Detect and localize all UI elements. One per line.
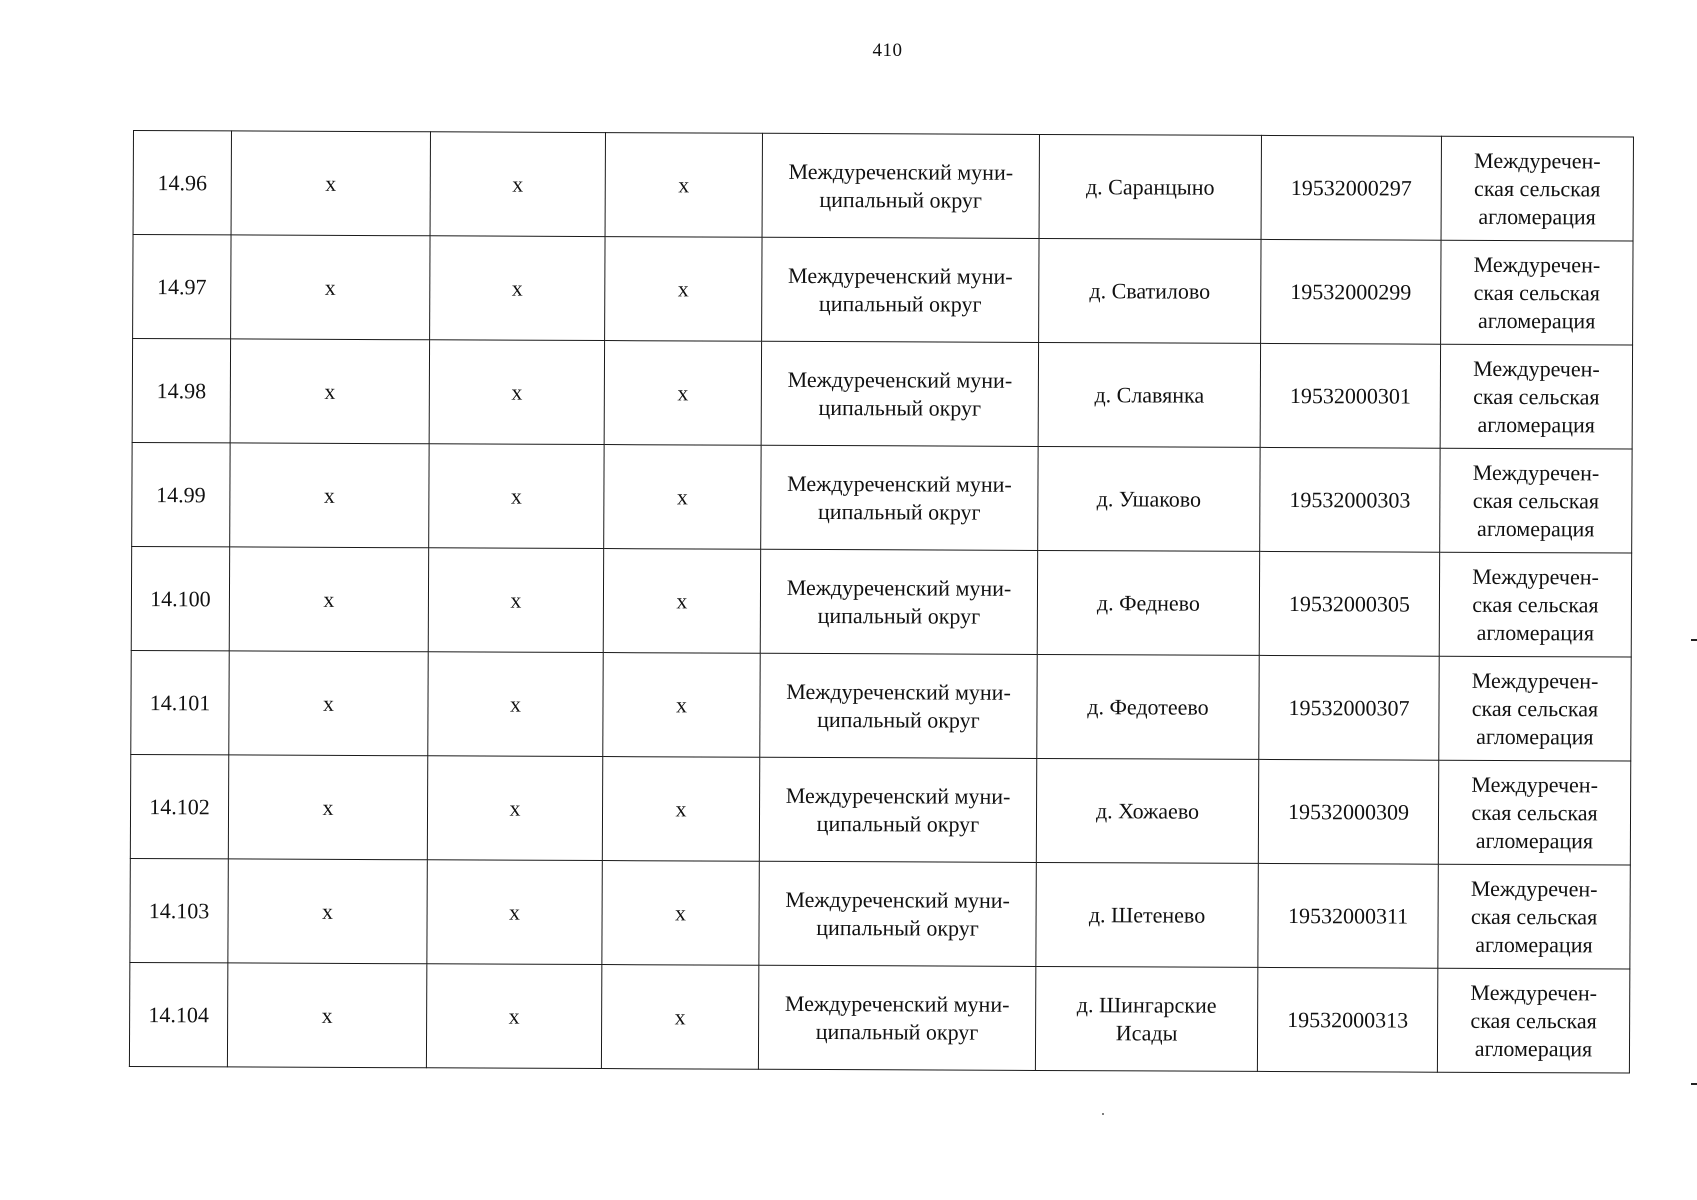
x-mark-cell: x — [231, 235, 430, 340]
x-mark-cell: x — [428, 652, 603, 757]
settlement-cell: д. Ушаково — [1038, 446, 1260, 551]
municipal-district-cell-line: Междуреченский муни- — [786, 678, 1011, 705]
oktmo-code-cell: 19532000313 — [1257, 967, 1437, 1072]
table-row — [131, 650, 1631, 761]
agglomeration-cell-line: агломерация — [1478, 203, 1596, 229]
municipal-district-cell-line: Междуреченский муни- — [788, 158, 1014, 185]
x-mark-cell: x — [430, 236, 605, 341]
agglomeration-cell — [1441, 240, 1633, 345]
oktmo-code-cell: 19532000303 — [1260, 447, 1440, 552]
settlement-cell — [1035, 966, 1257, 1071]
x-mark-cell: x — [429, 340, 604, 445]
municipal-district-cell — [761, 341, 1038, 446]
oktmo-code-cell: 19532000311 — [1258, 863, 1438, 968]
x-mark-cell: x — [230, 443, 429, 548]
x-mark-cell: x — [604, 341, 761, 446]
x-mark-cell: x — [231, 131, 430, 236]
table-row — [129, 962, 1629, 1073]
municipal-district-cell — [760, 549, 1037, 654]
agglomeration-cell — [1440, 344, 1632, 449]
municipal-district-cell — [762, 237, 1039, 342]
x-mark-cell: x — [229, 547, 428, 652]
agglomeration-cell-line: агломерация — [1476, 619, 1595, 645]
table-row — [133, 131, 1633, 242]
agglomeration-cell-line: агломерация — [1475, 931, 1593, 957]
oktmo-code-cell: 19532000301 — [1260, 343, 1440, 448]
settlement-cell: д. Саранцыно — [1039, 134, 1261, 239]
x-mark-cell: x — [426, 964, 601, 1069]
agglomeration-cell-line: ская сельская — [1474, 175, 1601, 201]
agglomeration-cell-line: агломерация — [1474, 1035, 1593, 1061]
agglomeration-cell-line: Междуречен- — [1470, 875, 1598, 901]
oktmo-code-cell: 19532000309 — [1258, 759, 1438, 864]
row-number-cell: 14.103 — [130, 858, 228, 962]
x-mark-cell: x — [430, 132, 605, 237]
agglomeration-cell-line: Междуречен- — [1473, 355, 1600, 381]
x-mark-cell: x — [229, 651, 428, 756]
municipal-district-cell-line: Междуреченский муни- — [787, 470, 1012, 497]
municipal-district-cell-line: ципальный округ — [818, 394, 982, 421]
table-row — [133, 235, 1633, 346]
x-mark-cell: x — [601, 965, 758, 1070]
agglomeration-cell-line: агломерация — [1477, 515, 1595, 541]
municipal-district-cell — [761, 445, 1038, 550]
agglomeration-cell-line: ская сельская — [1470, 903, 1598, 929]
registry-table-body — [129, 131, 1633, 1074]
settlement-cell: д. Хожаево — [1036, 758, 1258, 863]
agglomeration-cell — [1437, 968, 1629, 1073]
x-mark-cell: x — [227, 963, 426, 1068]
agglomeration-cell-line: Междуречен- — [1474, 147, 1601, 173]
municipal-district-cell-line: ципальный округ — [818, 498, 981, 525]
registry-table — [129, 130, 1634, 1074]
registry-table-container — [129, 130, 1633, 1074]
settlement-cell-line: Исады — [1115, 1019, 1178, 1046]
agglomeration-cell-line: агломерация — [1476, 723, 1594, 749]
agglomeration-cell — [1440, 448, 1632, 553]
x-mark-cell: x — [230, 339, 429, 444]
agglomeration-cell-line: ская сельская — [1471, 695, 1599, 721]
table-row — [130, 754, 1630, 865]
row-number-cell: 14.96 — [133, 131, 231, 235]
settlement-cell: д. Сватилово — [1039, 238, 1261, 343]
agglomeration-cell-line: Междуречен- — [1472, 563, 1599, 589]
settlement-cell: д. Феднево — [1037, 550, 1259, 655]
municipal-district-cell-line: Междуреченский муни- — [786, 574, 1012, 601]
settlement-cell: д. Славянка — [1038, 342, 1260, 447]
agglomeration-cell-line: ская сельская — [1473, 279, 1601, 305]
agglomeration-cell — [1439, 656, 1631, 761]
settlement-cell: д. Федотеево — [1037, 654, 1259, 759]
agglomeration-cell-line: ская сельская — [1472, 487, 1600, 513]
x-mark-cell: x — [428, 548, 603, 653]
municipal-district-cell-line: Междуреченский муни- — [788, 262, 1013, 289]
x-mark-cell: x — [427, 756, 602, 861]
agglomeration-cell — [1438, 760, 1630, 865]
agglomeration-cell-line: агломерация — [1477, 307, 1596, 333]
row-number-cell: 14.97 — [133, 235, 231, 339]
agglomeration-cell-line: Междуречен- — [1471, 771, 1598, 797]
oktmo-code-cell: 19532000307 — [1259, 655, 1439, 760]
x-mark-cell: x — [602, 757, 759, 862]
x-mark-cell: x — [228, 755, 427, 860]
edge-mark — [1691, 639, 1697, 641]
municipal-district-cell-line: ципальный округ — [815, 1018, 979, 1045]
municipal-district-cell-line: Междуреченский муни- — [784, 990, 1010, 1017]
table-row — [131, 546, 1631, 657]
municipal-district-cell-line: ципальный округ — [819, 186, 983, 213]
municipal-district-cell — [762, 133, 1039, 238]
agglomeration-cell — [1441, 136, 1633, 241]
oktmo-code-cell: 19532000305 — [1259, 551, 1439, 656]
scan-speck — [1102, 1113, 1104, 1115]
municipal-district-cell-line: Междуреченский муни- — [785, 782, 1011, 809]
row-number-cell: 14.104 — [129, 962, 227, 1066]
table-row — [132, 442, 1632, 553]
agglomeration-cell-line: Междуречен- — [1473, 251, 1601, 277]
table-row — [132, 339, 1632, 450]
agglomeration-cell-line: Междуречен- — [1470, 979, 1598, 1005]
row-number-cell: 14.98 — [132, 339, 230, 443]
agglomeration-cell-line: ская сельская — [1472, 591, 1599, 617]
row-number-cell: 14.99 — [132, 442, 230, 546]
municipal-district-cell-line: ципальный округ — [818, 290, 982, 317]
x-mark-cell: x — [604, 445, 761, 550]
municipal-district-cell-line: Междуреченский муни- — [785, 886, 1010, 913]
row-number-cell: 14.101 — [131, 650, 229, 754]
oktmo-code-cell: 19532000297 — [1261, 135, 1441, 240]
x-mark-cell: x — [603, 549, 760, 654]
x-mark-cell: x — [228, 859, 427, 964]
municipal-district-cell-line: Междуреченский муни- — [787, 366, 1013, 393]
municipal-district-cell-line: ципальный округ — [817, 602, 981, 629]
agglomeration-cell-line: ская сельская — [1473, 383, 1600, 409]
agglomeration-cell-line: Междуречен- — [1471, 667, 1599, 693]
agglomeration-cell-line: Междуречен- — [1472, 459, 1600, 485]
municipal-district-cell-line: ципальный округ — [816, 914, 979, 941]
x-mark-cell: x — [605, 133, 762, 238]
municipal-district-cell — [760, 653, 1037, 758]
agglomeration-cell-line: ская сельская — [1471, 799, 1598, 825]
edge-mark — [1691, 1083, 1697, 1085]
row-number-cell: 14.102 — [130, 754, 228, 858]
x-mark-cell: x — [602, 861, 759, 966]
row-number-cell: 14.100 — [131, 546, 229, 650]
page-number: 410 — [872, 40, 903, 61]
municipal-district-cell-line: ципальный округ — [817, 706, 980, 733]
municipal-district-cell — [759, 757, 1036, 862]
agglomeration-cell-line: ская сельская — [1470, 1007, 1597, 1033]
agglomeration-cell — [1438, 864, 1630, 969]
agglomeration-cell — [1439, 552, 1631, 657]
settlement-cell: д. Шетеневo — [1036, 862, 1258, 967]
municipal-district-cell-line: ципальный округ — [816, 810, 980, 837]
municipal-district-cell — [758, 965, 1035, 1070]
x-mark-cell: x — [429, 444, 604, 549]
x-mark-cell: x — [427, 860, 602, 965]
x-mark-cell: x — [605, 237, 762, 342]
agglomeration-cell-line: агломерация — [1475, 827, 1594, 853]
agglomeration-cell-line: агломерация — [1477, 411, 1595, 437]
table-row — [130, 858, 1630, 969]
municipal-district-cell — [759, 861, 1036, 966]
x-mark-cell: x — [603, 653, 760, 758]
oktmo-code-cell: 19532000299 — [1261, 239, 1441, 344]
settlement-cell-line: д. Шингарские — [1076, 991, 1217, 1018]
